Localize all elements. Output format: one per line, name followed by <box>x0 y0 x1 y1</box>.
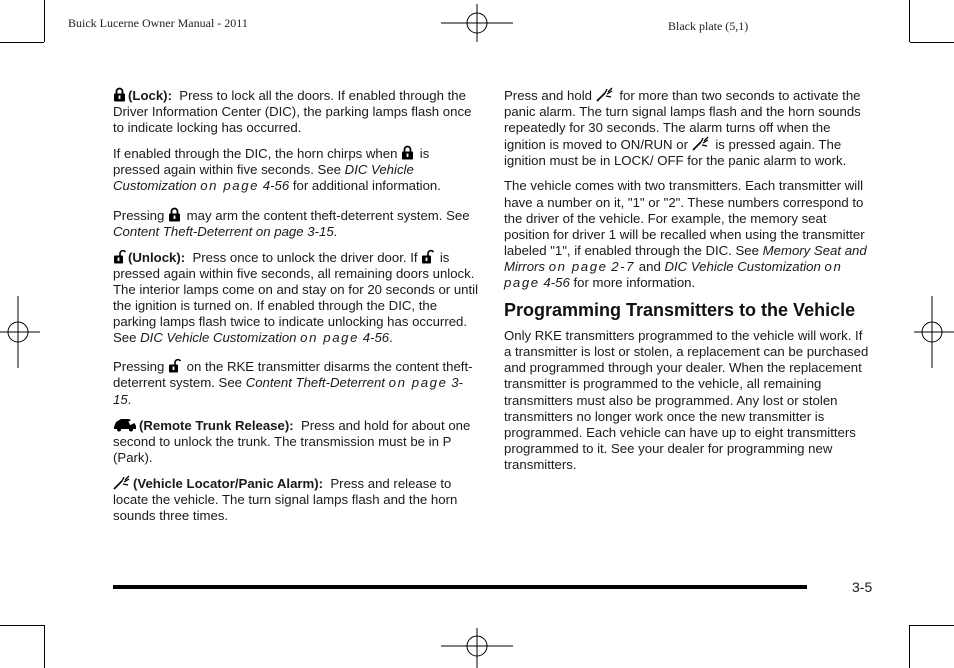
cross-reference: DIC Vehicle Customization <box>140 330 297 346</box>
arm-paragraph: Pressing may arm the content theft-deterrent system. See Content Theft-Deterrent on page 3-15. <box>113 207 470 239</box>
lock-closed-icon <box>168 207 181 222</box>
trunk-paragraph: (Remote Trunk Release): Press and hold for about one second to unlock the trunk. The transmission must be in P (Park). <box>113 417 471 465</box>
crop-mark <box>909 0 910 42</box>
footer-rule <box>113 585 807 589</box>
panic-paragraph: (Vehicle Locator/Panic Alarm): Press and release to locate the vehicle. The turn signal lamps flash and the horn sounds three times. <box>113 475 458 524</box>
crop-mark <box>909 625 910 668</box>
trunk-label: (Remote Trunk Release): <box>139 417 294 433</box>
registration-mark <box>441 4 513 42</box>
page-number: 3-5 <box>852 579 873 595</box>
cross-reference: DIC Vehicle Customization <box>664 258 821 274</box>
panic-label: (Vehicle Locator/Panic Alarm): <box>133 475 324 491</box>
cross-reference: Memory Seat and Mirrors <box>504 242 867 274</box>
chirp-paragraph: If enabled through the DIC, the horn chirps when is pressed again within five seconds. See DIC Vehicle Customization on page 4-56 for additional information. <box>113 146 441 194</box>
crop-mark <box>0 42 44 43</box>
registration-mark <box>914 296 954 368</box>
lock-open-icon <box>113 249 126 264</box>
crop-mark <box>44 625 45 668</box>
header-title: Buick Lucerne Owner Manual - 2011 <box>68 16 248 30</box>
lock-open-icon <box>421 249 434 264</box>
horn-panic-icon <box>596 87 614 102</box>
registration-mark <box>441 628 513 668</box>
right-column <box>504 87 872 482</box>
lock-paragraph <box>113 87 479 136</box>
lock-label: (Lock): <box>128 88 172 103</box>
lock-closed-icon <box>113 87 126 102</box>
header-plate: Black plate (5,1) <box>668 19 749 33</box>
programming-paragraph: Only RKE transmitters programmed to the vehicle will work. If a transmitter is lost or stolen, a replacement can be purchased and programmed through your dealer. When the replacement transmitter is programmed to the vehicle, all remaining transmitters must also be programmed. Any lost or stolen transmitters no longer work once the new transmitter is programmed. Each vehicle can have up to eight transmitters programmed to it. See your dealer for programming new transmitters. <box>504 328 869 472</box>
registration-mark <box>0 296 40 368</box>
crop-mark <box>0 625 44 626</box>
left-column <box>113 87 479 533</box>
lock-closed-icon <box>401 145 414 160</box>
disarm-paragraph: Pressing on the RKE transmitter disarms the content theft-deterrent system. See Content Theft-Deterrent on page 3-15. <box>113 359 473 407</box>
crop-mark <box>910 42 954 43</box>
crop-mark <box>44 0 45 42</box>
cross-reference: DIC Vehicle Customization <box>113 162 414 194</box>
horn-panic-icon <box>692 136 710 151</box>
panic-alarm-paragraph: Press and hold for more than two seconds to activate the panic alarm. The turn signal lamps flash and the horn sounds repeatedly for 30 seconds. The alarm turns off when the ignition is moved to ON/RUN or is pressed again. The ignition must be in LOCK/ OFF for the panic alarm to work. <box>504 88 861 169</box>
car-trunk-icon <box>113 417 137 432</box>
crop-mark <box>910 625 954 626</box>
transmitters-paragraph: The vehicle comes with two transmitters. Each transmitter will have a number on it, "1" or "2". These numbers correspond to the driver of the vehicle. For example, the memory seat position for driver 1 will be recalled when using the transmitter labeled "1", if enabled through the DIC. See Memory Seat and Mirrors on page 2-7 and DIC Vehicle Customization on page 4-56 for more information. <box>504 178 867 291</box>
lock-open-icon <box>168 358 181 373</box>
lock-text: Press to lock all the doors. If enabled through the Driver Information Center (DIC), the parking lamps flash once to indicate locking has occurred. <box>113 88 472 136</box>
cross-reference: Content Theft-Deterrent <box>245 375 385 391</box>
cross-reference: Content Theft-Deterrent on page 3-15 <box>113 223 334 239</box>
unlock-paragraph: (Unlock): Press once to unlock the driver door. If is pressed again within five seconds, all remaining doors unlock. The interior lamps come on and stay on for 20 seconds or until the ignition is turned on. If enabled through the DIC, the parking lamps flash twice to indicate unlocking has occurred. See DIC Vehicle Customization on page 4-56. <box>113 249 479 346</box>
section-heading: Programming Transmitters to the Vehicle <box>504 300 856 321</box>
unlock-label: (Unlock): <box>128 249 186 265</box>
horn-panic-icon <box>113 475 131 490</box>
